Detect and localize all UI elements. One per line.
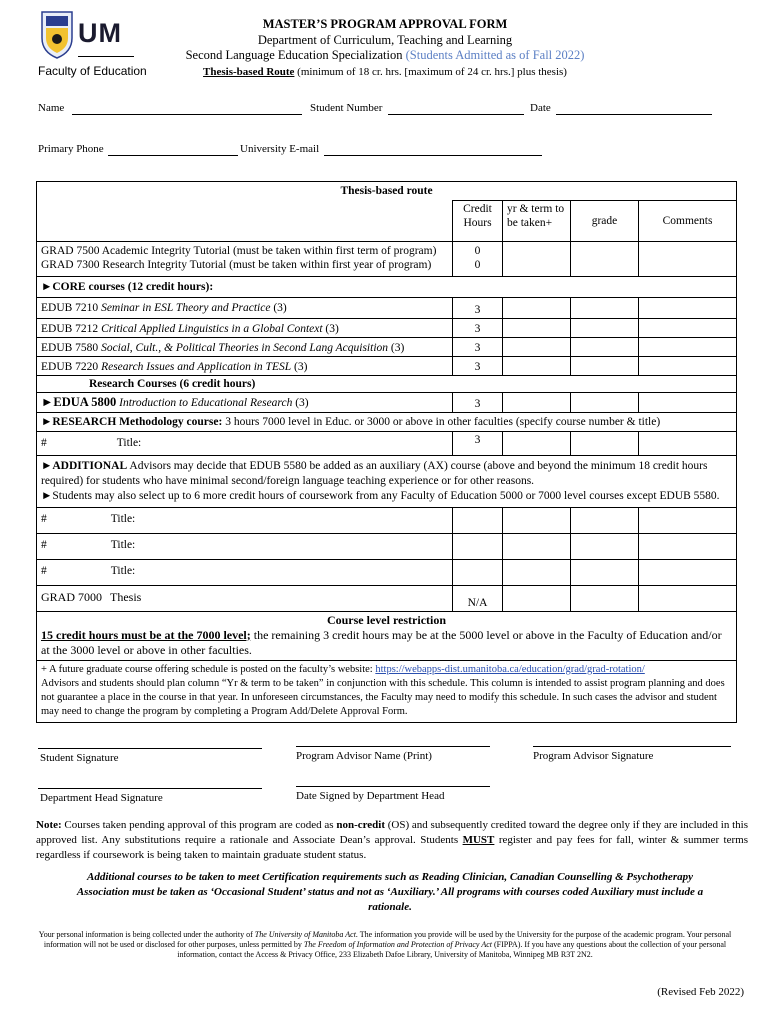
date-signed-line[interactable] [296, 786, 490, 787]
grade-cell[interactable] [571, 337, 639, 356]
research-heading-row [37, 375, 737, 392]
term-cell[interactable] [503, 533, 571, 559]
university-email-label: University E-mail [240, 143, 320, 155]
logo-faculty: Faculty of Education [38, 64, 147, 78]
route-detail: (minimum of 18 cr. hrs. [maximum of 24 cr. hrs.] plus thesis) [294, 66, 567, 78]
advisor-signature-label: Program Advisor Signature [533, 750, 654, 762]
student-number-field[interactable] [388, 114, 524, 115]
table-row [37, 559, 737, 585]
comments-cell[interactable] [639, 431, 737, 455]
table-row [37, 507, 737, 533]
grad7300-text: GRAD 7300 Research Integrity Tutorial (must be taken within first year of program) [41, 258, 432, 271]
additional-text [37, 455, 737, 507]
term-cell[interactable] [503, 507, 571, 533]
table-row [37, 356, 737, 375]
method-heading [37, 412, 737, 431]
route-line [150, 64, 620, 80]
grade-cell[interactable] [571, 356, 639, 375]
term-cell[interactable] [503, 318, 571, 337]
additional-row [37, 455, 737, 507]
course-suffix: (3) [388, 341, 405, 354]
course-number-mark: # [41, 436, 47, 449]
thesis-credit: N/A [453, 585, 503, 611]
course-suffix: (3) [322, 322, 339, 335]
student-number-label: Student Number [310, 102, 383, 114]
term-cell[interactable] [503, 297, 571, 318]
course-code: EDUB 7210 [41, 301, 102, 314]
restriction-row [37, 611, 737, 660]
logo-wordmark: UM [78, 18, 122, 48]
primary-phone-field[interactable] [108, 155, 238, 156]
method-credit: 3 [453, 431, 503, 455]
course-number-mark: # [41, 512, 47, 525]
course-title: Social, Cult., & Political Theories in Second Lang Acquisition [101, 341, 389, 354]
edua-credit: 3 [453, 392, 503, 412]
course-code: EDUB 7212 [41, 322, 102, 335]
core-heading: ►CORE courses (12 credit hours): [37, 276, 737, 297]
schedule-link[interactable]: https://webapps-dist.umanitoba.ca/education/grad/grad-rotation/ [375, 663, 645, 675]
grade-cell[interactable] [571, 431, 639, 455]
grade-cell[interactable] [571, 507, 639, 533]
course-number-mark: # [41, 538, 47, 551]
method-entry[interactable] [37, 431, 453, 455]
thesis-entry [37, 585, 453, 611]
grad7500-credit: 0 [474, 244, 481, 257]
comments-cell[interactable] [639, 507, 737, 533]
col-credit-hours: Credit Hours [453, 201, 503, 242]
additional-courses-notice: Additional courses to be taken to meet Certification requirements such as Reading Clinician, Canadian Counselling & Psychotherapy Association must be taken as ‘Occasional Student’ status and not as ‘Auxiliary.’ All programs with courses coded Auxiliary must include a rationale. [76, 871, 704, 913]
advisor-name-label: Program Advisor Name (Print) [296, 750, 432, 762]
program-table [36, 181, 737, 723]
method-text: 3 hours 7000 level in Educ. or 3000 or above in other faculties (specify course number & title) [222, 415, 661, 428]
elective-entry-3[interactable] [37, 559, 453, 585]
schedule-cell [37, 660, 737, 722]
comments-cell[interactable] [639, 356, 737, 375]
university-email-field[interactable] [324, 155, 542, 156]
title-label: Title: [110, 564, 136, 577]
title-label: Title: [110, 512, 136, 525]
edua-course [37, 392, 453, 412]
edua-suffix: (3) [292, 396, 309, 409]
primary-phone-label: Primary Phone [38, 143, 104, 155]
privacy-act-2: The Freedom of Information and Protection of Privacy Act [303, 940, 492, 949]
title-label: Title: [116, 436, 142, 449]
core-credit: 3 [453, 318, 503, 337]
logo-divider [78, 56, 134, 57]
term-cell[interactable] [503, 356, 571, 375]
method-bold: ►RESEARCH Methodology course: [41, 415, 223, 428]
core-course-2 [37, 337, 453, 356]
comments-cell[interactable] [639, 585, 737, 611]
schedule-text-2: Advisors and students should plan column “Yr & term to be taken” in conjunction with this schedule. This column is intended to assist program planning and does not guarantee a place in the course in that year. In unforeseen circumstances, the Faculty may need to modify this schedule. In such cases the advisor and student may need to change the program by completing a Program Add/Delete Approval Form. [41, 677, 725, 717]
course-code: EDUB 7220 [41, 360, 102, 373]
term-cell[interactable] [503, 241, 571, 276]
comments-cell[interactable] [639, 392, 737, 412]
core-credit: 3 [453, 356, 503, 375]
table-header-row [37, 201, 737, 242]
term-cell[interactable] [503, 431, 571, 455]
credit-cell[interactable] [453, 507, 503, 533]
route-label: Thesis-based Route [203, 66, 295, 78]
table-title-row [37, 182, 737, 201]
note-label: Note: [36, 819, 62, 831]
grade-cell[interactable] [571, 533, 639, 559]
comments-cell[interactable] [639, 337, 737, 356]
comments-cell[interactable] [639, 297, 737, 318]
method-heading-row [37, 412, 737, 431]
privacy-statement [24, 930, 746, 960]
comments-cell[interactable] [639, 533, 737, 559]
note-paragraph [36, 818, 748, 863]
term-cell[interactable] [503, 392, 571, 412]
comments-cell[interactable] [639, 241, 737, 276]
date-label: Date [530, 102, 551, 114]
note-must: MUST [462, 834, 495, 846]
grade-cell[interactable] [571, 392, 639, 412]
privacy-text-3: (FIPPA). If you have any questions about the collection of your personal information, contact the Access & Privacy Office, 233 Elizabeth Dafoe Library, University of Manitoba, Winnipeg MB R3T 2N2. [177, 940, 727, 959]
note-noncredit: non-credit [336, 819, 386, 831]
thesis-label: Thesis [110, 589, 142, 604]
grad7300-credit: 0 [474, 258, 481, 271]
course-number-mark: # [41, 564, 47, 577]
col-grade: grade [571, 201, 639, 242]
core-credit: 3 [453, 297, 503, 318]
table-title: Thesis-based route [37, 182, 737, 201]
edua-code: ►EDUA 5800 [41, 394, 117, 409]
core-heading-row [37, 276, 737, 297]
course-title: Critical Applied Linguistics in a Global Context [101, 322, 323, 335]
table-row [37, 318, 737, 337]
form-title: MASTER’S PROGRAM APPROVAL FORM [262, 17, 508, 31]
grad7000-code: GRAD 7000 [41, 589, 103, 604]
core-credit: 3 [453, 337, 503, 356]
core-course-1 [37, 318, 453, 337]
table-row [37, 585, 737, 611]
core-course-0 [37, 297, 453, 318]
integrity-tutorials [37, 241, 453, 276]
privacy-act-1: The University of Manitoba Act. [254, 930, 358, 939]
table-row [37, 533, 737, 559]
grad7500-text: GRAD 7500 Academic Integrity Tutorial (must be taken within first term of program) [41, 244, 437, 257]
grade-cell[interactable] [571, 559, 639, 585]
restriction-text: the remaining 3 credit hours may be at the 5000 level or above in the Faculty of Education and/or at the 3000 level or above in other faculties. [41, 627, 722, 657]
core-course-3 [37, 356, 453, 375]
comments-cell[interactable] [639, 559, 737, 585]
dept-head-signature-line[interactable] [38, 788, 262, 789]
grade-cell[interactable] [571, 585, 639, 611]
table-row [37, 337, 737, 356]
table-row [37, 431, 737, 455]
date-signed-label: Date Signed by Department Head [296, 790, 445, 802]
course-code: EDUB 7580 [41, 341, 102, 354]
name-label: Name [38, 102, 65, 114]
additional-desc-2: ►Students may also select up to 6 more credit hours of coursework from any Faculty of Education 5000 or 7000 level courses except EDUB 5580. [41, 489, 720, 502]
restriction-bold: 15 credit hours must be at the 7000 level; [41, 627, 251, 642]
note-text-2: (OS) and subsequently credited toward the degree only if they are included in this approved list. Any substitutions require a rationale and Associate Dean’s approval. Students [36, 819, 748, 846]
department-name: Department of Curriculum, Teaching and Learning [257, 33, 513, 47]
student-signature-label: Student Signature [40, 752, 119, 764]
dept-head-signature-label: Department Head Signature [40, 792, 163, 804]
date-field[interactable] [556, 114, 712, 115]
grade-cell[interactable] [571, 297, 639, 318]
header-blank [37, 201, 453, 242]
course-suffix: (3) [270, 301, 287, 314]
name-field[interactable] [72, 114, 302, 115]
table-row [37, 392, 737, 412]
student-signature-line[interactable] [38, 748, 262, 749]
course-title: Seminar in ESL Theory and Practice [101, 301, 271, 314]
grade-cell[interactable] [571, 318, 639, 337]
note-text-1: Courses taken pending approval of this program are coded as [61, 819, 337, 831]
schedule-row [37, 660, 737, 722]
additional-desc: Advisors may decide that EDUB 5580 be added as an auxiliary (AX) course (above and beyond the minimum 18 credit hours required) for students who have minimal second/foreign language teaching experience or for other reasons. [41, 459, 708, 487]
col-comments: Comments [639, 201, 737, 242]
elective-entry-2[interactable] [37, 533, 453, 559]
title-label: Title: [110, 538, 136, 551]
advisor-name-line[interactable] [296, 746, 490, 747]
course-suffix: (3) [291, 360, 308, 373]
term-cell[interactable] [503, 585, 571, 611]
privacy-text-1: Your personal information is being collected under the authority of [38, 930, 255, 939]
credit-cell[interactable] [453, 533, 503, 559]
restriction-cell [37, 611, 737, 660]
admitted-note: (Students Admitted as of Fall 2022) [405, 48, 585, 62]
restriction-heading: Course level restriction [326, 612, 447, 627]
col-term: yr & term to be taken+ [503, 201, 571, 242]
comments-cell[interactable] [639, 318, 737, 337]
schedule-text: + A future graduate course offering schedule is posted on the faculty’s website: [41, 663, 376, 675]
credit-cell[interactable] [453, 559, 503, 585]
specialization-line [150, 47, 620, 63]
research-heading: Research Courses (6 credit hours) [37, 375, 737, 392]
term-cell[interactable] [503, 559, 571, 585]
course-title: Research Issues and Application in TESL [101, 360, 292, 373]
revision-date: (Revised Feb 2022) [657, 986, 744, 998]
integrity-credits [453, 241, 503, 276]
term-cell[interactable] [503, 337, 571, 356]
edua-title: Introduction to Educational Research [116, 396, 293, 409]
grade-cell[interactable] [571, 241, 639, 276]
table-row [37, 297, 737, 318]
table-row [37, 241, 737, 276]
additional-bold: ►ADDITIONAL [41, 459, 128, 472]
advisor-signature-line[interactable] [533, 746, 731, 747]
elective-entry-1[interactable] [37, 507, 453, 533]
privacy-text-2: The information you provide will be used by the University for the purpose of the academic program. Your personal information will not be used or disclosed for other purposes, unless permitted by [43, 930, 732, 949]
note-text-3: register and pay fees for fall, winter & summer terms regardless if coursework is being taken to maintain graduate student status. [36, 834, 748, 861]
specialization-name: Second Language Education Specialization [185, 48, 403, 62]
